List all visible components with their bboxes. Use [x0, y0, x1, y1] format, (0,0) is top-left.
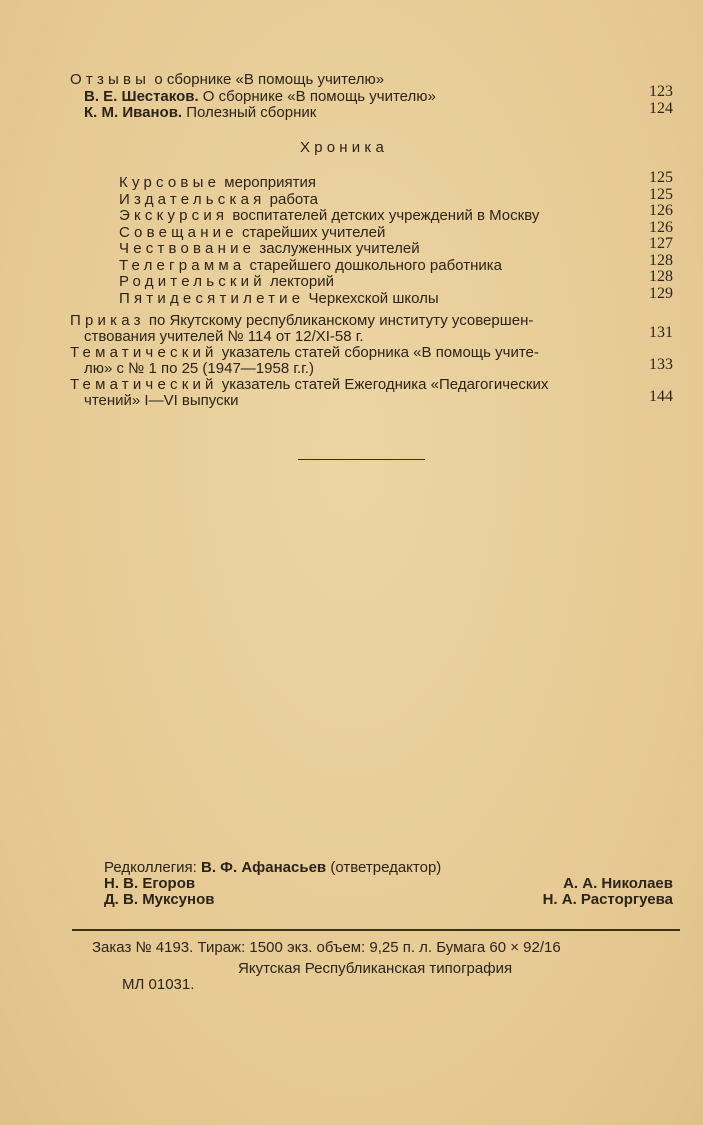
toc-entry: [84, 105, 316, 121]
entry-line1: указатель статей Ежегодника «Педагогических: [217, 376, 549, 393]
chief-role: (ответредактор): [330, 859, 442, 876]
toc-entry: [70, 377, 548, 393]
chronicle-item: [119, 225, 385, 241]
item-rest: старейших учителей: [237, 223, 386, 241]
item-rest: Черкехской школы: [304, 289, 439, 307]
editorial-board: [104, 860, 441, 876]
entry-author: К. М. Иванов.: [84, 104, 183, 121]
board-member: Н. В. Егоров: [104, 875, 196, 892]
chronicle-item: [119, 175, 316, 191]
item-lead: Издательская: [119, 190, 266, 208]
page-number: 144: [649, 388, 673, 405]
chronicle-item: [119, 291, 439, 307]
item-rest: воспитателей детских учреждений в Москву: [228, 207, 540, 224]
imprint-code: МЛ 01031.: [122, 976, 195, 993]
page-number: 129: [649, 284, 673, 302]
entry-lead: Приказ: [70, 312, 145, 329]
item-rest: заслуженных учителей: [255, 240, 420, 257]
chief-editor: В. Ф. Афанасьев: [201, 859, 327, 876]
heading-rest: о сборнике «В помощь учителю»: [150, 71, 385, 88]
item-rest: работа: [265, 190, 318, 208]
entry-line2: лю» с № 1 по 25 (1947—1958 г.г.): [84, 360, 314, 377]
board-member: А. А. Николаев: [563, 875, 673, 892]
item-lead: Экскурсия: [119, 207, 229, 224]
entry-title: О сборнике «В помощь учителю»: [198, 88, 436, 105]
imprint-order: Заказ № 4193. Тираж: 1500 экз. объем: 9,25 п. л. Бумага 60 × 92/16: [92, 939, 561, 956]
item-rest: старейшего дошкольного работника: [245, 256, 502, 274]
page-number: 123: [649, 83, 673, 100]
divider: [72, 929, 680, 931]
entry-author: В. Е. Шестаков.: [84, 88, 199, 105]
entry-title: Полезный сборник: [182, 104, 317, 121]
toc-entry: [84, 89, 436, 105]
editorial-label: Редколлегия:: [104, 859, 197, 876]
board-member: Н. А. Расторгуева: [542, 891, 673, 908]
entry-line2: ствования учителей № 114 от 12/XI-58 г.: [84, 328, 364, 345]
item-lead: Совещание: [119, 223, 238, 241]
page-number: 131: [649, 324, 673, 341]
page-number: 128: [649, 268, 673, 285]
item-lead: Родительский: [119, 273, 266, 290]
entry-line2: чтений» I—VI выпуски: [84, 392, 239, 409]
toc-entry: [70, 313, 533, 329]
page-number: 128: [649, 251, 673, 269]
page-number: 127: [649, 235, 673, 252]
item-lead: Чествование: [119, 240, 256, 257]
entry-line1: указатель статей сборника «В помощь учите-: [217, 344, 539, 361]
heading-lead: Отзывы: [70, 71, 151, 88]
chronicle-item: [119, 258, 502, 274]
chronicle-item: [119, 274, 334, 290]
item-rest: мероприятия: [220, 174, 316, 191]
page-number: 126: [649, 218, 673, 236]
imprint-printer: Якутская Республиканская типография: [238, 960, 513, 977]
page-number: 125: [649, 169, 673, 186]
page-number: 125: [649, 185, 673, 203]
chronicle-item: [119, 208, 539, 224]
entry-lead: Тематический: [70, 376, 218, 393]
chronicle-item: [119, 192, 318, 208]
item-lead: Курсовые: [119, 174, 221, 191]
page-number: 126: [649, 202, 673, 219]
toc-entry: [70, 345, 539, 361]
item-lead: Пятидесятилетие: [119, 289, 305, 307]
chronicle-item: [119, 241, 420, 257]
reviews-heading: [70, 72, 384, 88]
divider: [298, 459, 425, 460]
entry-lead: Тематический: [70, 344, 218, 361]
item-lead: Телеграмма: [119, 256, 246, 274]
page-number: 133: [649, 356, 673, 373]
section-heading-chronicle: Хроника: [300, 139, 388, 156]
entry-line1: по Якутскому республиканскому институту усовершен-: [144, 312, 534, 329]
board-member: Д. В. Муксунов: [104, 891, 215, 908]
page-number: 124: [649, 100, 673, 117]
item-rest: лекторий: [265, 273, 334, 290]
